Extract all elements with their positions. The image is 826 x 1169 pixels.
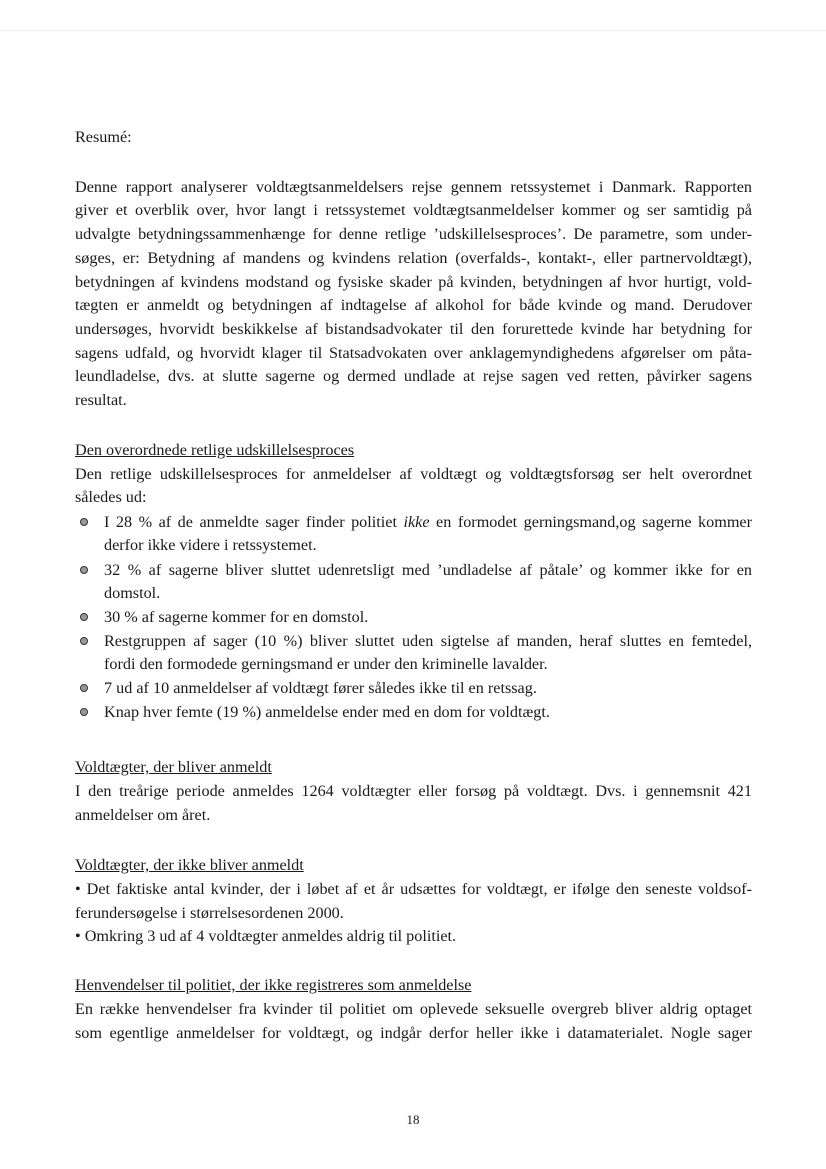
intro-line: leundladelse, dvs. at slutte sagerne og dermed undlade at rejse sagen ved retten, påvirker sagens xyxy=(75,367,752,385)
bullet-line: 32 % af sagerne bliver sluttet udenretsligt med ’undladelse af påtale’ og kommer ikke for en xyxy=(104,561,752,579)
bullet-line: 7 ud af 10 anmeldelser af voldtægt fører således ikke til en retssag. xyxy=(104,679,537,697)
body-line: Den retlige udskillelsesproces for anmeldelser af voldtægt og voldtægtsforsøg ser helt overordnet xyxy=(75,465,752,483)
body-line: ferundersøgelse i størrelsesordenen 2000. xyxy=(75,904,344,922)
text: en formodet gerningsmand,og sagerne kommer xyxy=(429,513,752,531)
section-heading: Voldtægter, der ikke bliver anmeldt xyxy=(75,856,304,874)
intro-line: søges, er: Betydning af mandens og kvindens relation (overfalds-, kontakt-, eller partnervoldtægt), xyxy=(75,249,752,267)
section-heading: Henvendelser til politiet, der ikke registreres som anmeldelse xyxy=(75,976,472,994)
intro-line: sagens udfald, og hvorvidt klager til Statsadvokaten over anklagemyndighedens afgørelser om påta- xyxy=(75,344,752,362)
intro-line: undersøges, hvorvidt beskikkelse af bistandsadvokater til den forurettede kvinde har betydning for xyxy=(75,320,752,338)
emphasis: ikke xyxy=(403,513,430,531)
bullet-line: derfor ikke videre i retssystemet. xyxy=(104,536,317,554)
page-number: 18 xyxy=(406,1112,420,1127)
intro-line: tægten er anmeldt og betydningen af indtagelse af alkohol for både kvinde og mand. Derudover xyxy=(75,296,752,314)
bullet-icon xyxy=(80,566,88,574)
bullet-icon xyxy=(80,684,88,692)
intro-line: udvalgte betydningssammenhænge for denne retlige ’udskillelsesproces’. De parametre, som under- xyxy=(75,225,752,243)
body-line: I den treårige periode anmeldes 1264 voldtægter eller forsøg på voldtægt. Dvs. i gennemsnit 421 xyxy=(75,782,752,800)
intro-line: Denne rapport analyserer voldtægtsanmeldelsers rejse gennem retssystemet i Danmark. Rapporten xyxy=(75,178,752,196)
intro-line: betydningen af kvindens modstand og fysiske skader på kvinden, betydningen af hvor hurtigt, vold- xyxy=(75,273,752,291)
section-heading: Den overordnede retlige udskillelsesproces xyxy=(75,441,355,459)
bullet-icon xyxy=(80,637,88,645)
intro-line: giver et overblik over, hvor langt i retssystemet voldtægtsanmeldelser kommer og ser samtidig på xyxy=(75,201,752,219)
bullet-line: domstol. xyxy=(104,584,161,602)
intro-line: resultat. xyxy=(75,391,127,409)
bullet-line: Knap hver femte (19 %) anmeldelse ender med en dom for voldtægt. xyxy=(104,703,550,721)
bullet-icon xyxy=(80,613,88,621)
body-line: således ud: xyxy=(75,488,147,506)
summary-title: Resumé: xyxy=(75,128,132,146)
body-line: • Omkring 3 ud af 4 voldtægter anmeldes aldrig til politiet. xyxy=(75,927,457,945)
bullet-line xyxy=(104,510,752,534)
text: I 28 % af de anmeldte sager finder politiet xyxy=(104,513,404,531)
bullet-icon xyxy=(80,518,88,526)
bullet-icon xyxy=(80,708,88,716)
body-line: • Det faktiske antal kvinder, der i løbet af et år udsættes for voldtægt, er ifølge den seneste voldsof- xyxy=(75,880,752,898)
bullet-line: fordi den formodede gerningsmand er under den kriminelle lavalder. xyxy=(104,655,548,673)
body-line: som egentlige anmeldelser for voldtægt, og indgår derfor heller ikke i datamaterialet. Nogle sager xyxy=(75,1024,752,1042)
bullet-line: 30 % af sagerne kommer for en domstol. xyxy=(104,608,369,626)
body-line: En række henvendelser fra kvinder til politiet om oplevede seksuelle overgreb bliver aldrig optaget xyxy=(75,1000,752,1018)
body-line: anmeldelser om året. xyxy=(75,806,211,824)
scan-artifact-line xyxy=(0,30,826,31)
section-heading: Voldtægter, der bliver anmeldt xyxy=(75,758,272,776)
bullet-line: Restgruppen af sager (10 %) bliver sluttet uden sigtelse af manden, heraf sluttes en femtedel, xyxy=(104,632,752,650)
